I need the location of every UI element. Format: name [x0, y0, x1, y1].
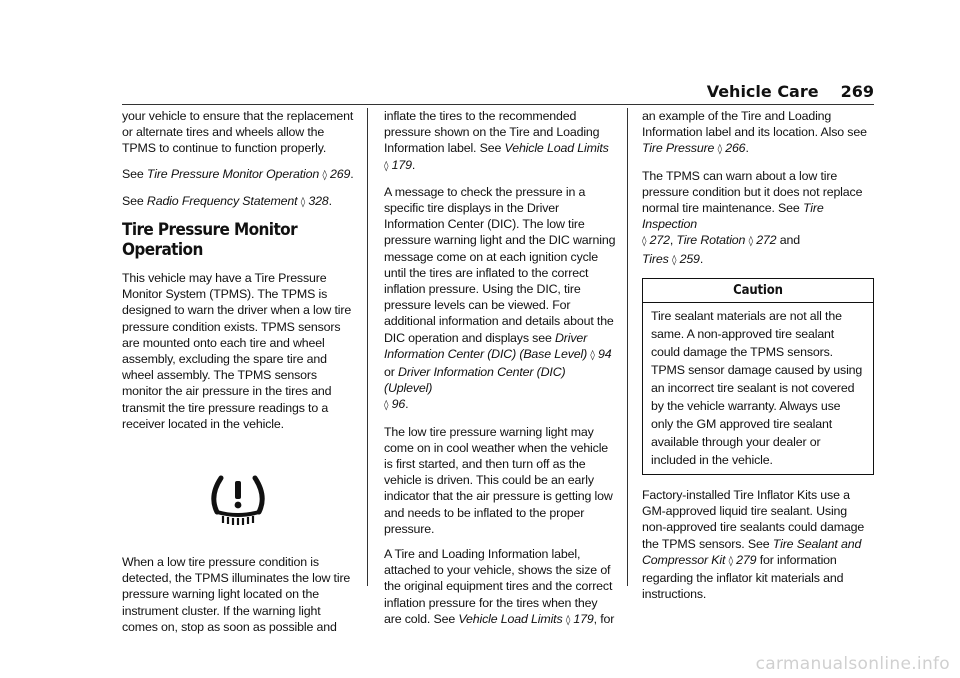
- cross-reference-link[interactable]: Tire Rotation: [676, 233, 746, 248]
- page-ref-icon: ◊: [728, 555, 733, 567]
- page-header: [707, 82, 874, 101]
- paragraph: inflate the tires to the recommended pressure shown on the Tire and Loading Information label. See Vehicle Load Limits ◊ 179.: [384, 109, 609, 172]
- page-ref-number[interactable]: 269: [330, 166, 351, 181]
- page-ref-number[interactable]: 96: [391, 397, 406, 412]
- page-ref-number[interactable]: 179: [573, 611, 594, 626]
- cross-reference-link[interactable]: Tires: [642, 251, 669, 266]
- page-ref-icon: ◊: [384, 160, 389, 172]
- paragraph: This vehicle may have a Tire Pressure Monitor System (TPMS). The TPMS is designed to warn the driver when a low tire pressure condition exists. TPMS sensors are mounted onto each tire and wheel assembly, excluding the spare tire and wheel assembly. The TPMS sensors monitor the air pressure in the tires and transmit the tire pressure readings to a receiver located in the vehicle.: [122, 271, 352, 431]
- page-ref-number[interactable]: 279: [736, 552, 757, 567]
- paragraph: an example of the Tire and Loading Information label and its location. Also see Tire Pressure ◊ 266.: [642, 109, 867, 156]
- page-ref-icon: ◊: [300, 196, 306, 208]
- page-ref-icon: ◊: [322, 169, 327, 181]
- page-number: 269: [840, 82, 874, 101]
- paragraph: The low tire pressure warning light may come on in cool weather when the vehicle is first started, and then turn off as the vehicle is driven. This could be an early indicator that the air pressure is getting low and needs to be inflated to the proper pressure.: [384, 424, 613, 536]
- header-rule: [122, 104, 874, 105]
- cross-reference-link[interactable]: Tire Inspection: [642, 201, 824, 232]
- watermark: carmanualsonline.info: [755, 654, 950, 674]
- cross-reference-link[interactable]: Tire Sealant and Compressor Kit: [642, 536, 862, 567]
- paragraph: When a low tire pressure condition is detected, the TPMS illuminates the low tire pressure warning light located on the instrument cluster. If the warning light comes on, stop as soon as possible and: [122, 555, 351, 634]
- page-ref-icon: ◊: [384, 400, 389, 412]
- cross-reference-link[interactable]: Vehicle Load Limits: [504, 141, 609, 156]
- page-ref-number[interactable]: 179: [391, 157, 412, 172]
- cross-reference-link[interactable]: Radio Frequency Statement: [146, 193, 298, 208]
- cross-reference-link[interactable]: Driver Information Center (DIC) (Base Level): [384, 330, 588, 361]
- see-also-line: See Radio Frequency Statement ◊ 328.: [122, 193, 332, 208]
- section-title: Vehicle Care: [706, 82, 819, 101]
- page-ref-number[interactable]: 272: [649, 233, 670, 248]
- cross-reference-link[interactable]: Driver Information Center (DIC) (Uplevel): [384, 365, 566, 396]
- page-ref-icon: ◊: [642, 236, 647, 248]
- cross-reference-link[interactable]: Tire Pressure Monitor Operation: [146, 166, 320, 181]
- cross-reference-link[interactable]: Tire Pressure: [642, 141, 715, 156]
- column-2: [384, 108, 616, 638]
- cross-reference-link[interactable]: Vehicle Load Limits: [458, 611, 563, 626]
- caution-title: Caution: [643, 279, 873, 303]
- section-heading: Tire Pressure Monitor Operation: [122, 220, 298, 261]
- page-ref-number[interactable]: 259: [679, 251, 700, 266]
- column-divider: [627, 108, 628, 586]
- page-ref-number[interactable]: 328: [308, 193, 329, 208]
- see-also-line: See Tire Pressure Monitor Operation ◊ 269.: [122, 166, 354, 181]
- paragraph: Factory-installed Tire Inflator Kits use a GM-approved liquid tire sealant. Using non-approved tire sealants could damage the TPMS sensors. See Tire Sealant and Compressor Kit ◊ 279 for information regarding the inflator kit materials and instructions.: [642, 488, 865, 602]
- column-3: [642, 108, 874, 611]
- paragraph: your vehicle to ensure that the replacement or alternate tires and wheels allow the TPMS to continue to function properly.: [122, 109, 354, 156]
- page-ref-number[interactable]: 266: [725, 141, 746, 156]
- caution-box: [642, 278, 874, 475]
- column-1: [122, 108, 354, 644]
- paragraph: The TPMS can warn about a low tire pressure condition but it does not replace normal tire maintenance. See Tire Inspection ◊ 272, Tire Rotation ◊ 272 and Tires ◊ 259.: [642, 168, 863, 266]
- icon-figure: [122, 460, 354, 538]
- page-ref-number[interactable]: 272: [756, 233, 777, 248]
- page-ref-icon: ◊: [748, 236, 753, 248]
- page-ref-icon: ◊: [717, 144, 722, 156]
- caution-body: Tire sealant materials are not all the same. A non-approved tire sealant could damage the TPMS sensors. TPMS sensor damage caused by using an incorrect tire sealant is not covered by the vehicle warranty. Always use only the GM approved tire sealant available through your dealer or included in the vehicle.: [651, 309, 863, 468]
- page-ref-number[interactable]: 94: [598, 346, 612, 361]
- page-ref-icon: ◊: [565, 614, 571, 626]
- tire-pressure-warning-icon: [207, 472, 269, 526]
- page-ref-icon: ◊: [590, 349, 595, 361]
- paragraph: A Tire and Loading Information label, attached to your vehicle, shows the size of the original equipment tires and the correct inflation pressure for the tires when they are cold. See Vehicle Load Limits ◊ 179, for: [384, 547, 615, 626]
- column-divider: [367, 108, 368, 586]
- page-ref-icon: ◊: [671, 254, 677, 266]
- paragraph: A message to check the pressure in a specific tire displays in the Driver Information Center (DIC). The low tire pressure warning light and the DIC warning message come on at each ignition cycle until the tires are inflated to the correct inflation pressure. Using the DIC, tire pressure levels can be viewed. For additional information and details about the DIC operation and displays see Driver Information Center (DIC) (Base Level) ◊ 94 or Driver Information Center (DIC) (Uplevel) ◊ 96.: [384, 184, 616, 412]
